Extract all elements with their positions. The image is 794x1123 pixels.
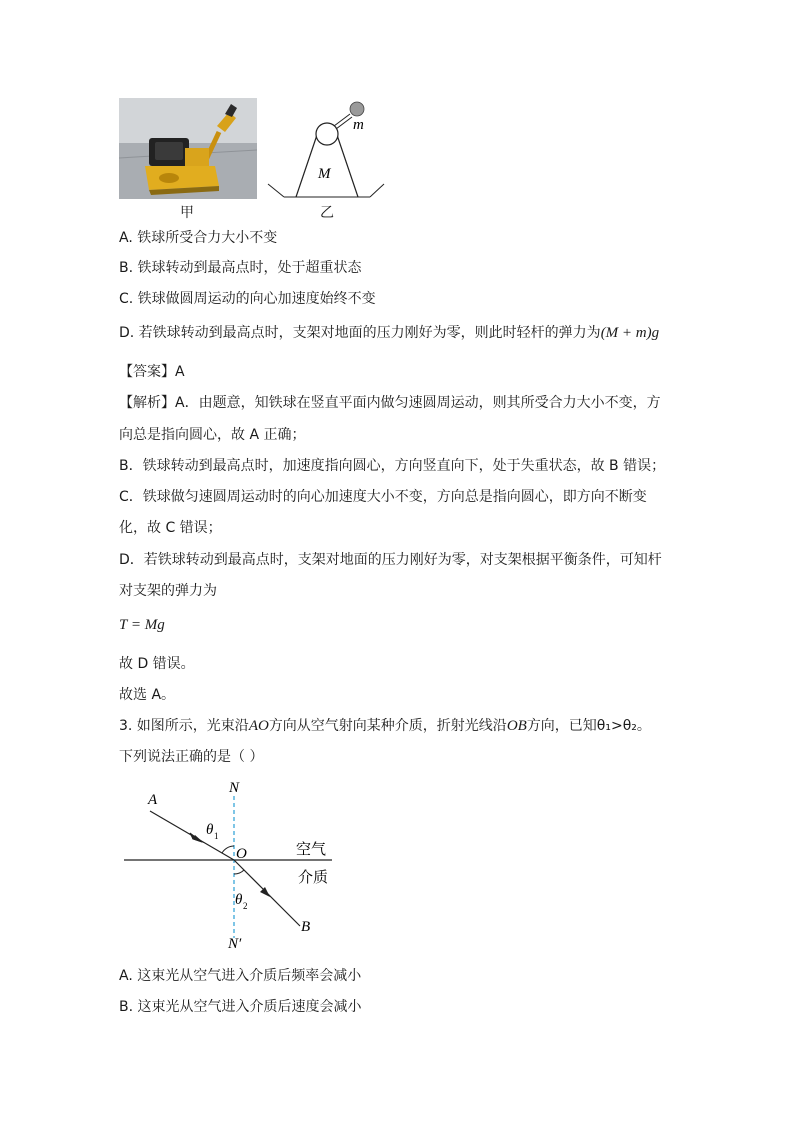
analysis-formula: T = Mg [119, 617, 165, 633]
q2-option-a: A. 铁球所受合力大小不变 [119, 230, 278, 246]
air-label: 空气 [296, 840, 327, 858]
label-M: M [318, 166, 331, 182]
q2-answer: 【答案】A [119, 364, 185, 380]
diagram-caption: 乙 [320, 205, 334, 221]
point-label-o: O [236, 846, 247, 862]
analysis-line-6: D．若铁球转动到最高点时，支架对地面的压力刚好为零，对支架根据平衡条件，可知杆 [119, 552, 662, 568]
q3-stem-post: 方向，已知θ₁>θ₂。 [526, 718, 651, 734]
analysis-line-4: C．铁球做匀速圆周运动时的向心加速度大小不变，方向总是指向圆心，即方向不断变 [119, 489, 647, 505]
ray-label-b: B [301, 919, 311, 935]
analysis-text-1: A．由题意，知铁球在竖直平面内做匀速圆周运动，则其所受合力大小不变，方 [175, 395, 661, 411]
analysis-line-8: 故 D 错误。 [119, 656, 195, 672]
q3-stem-pre: 3. 如图所示，光束沿 [119, 718, 249, 734]
q2-option-d [119, 323, 659, 343]
q2-option-c: C. 铁球做圆周运动的向心加速度始终不变 [119, 291, 376, 307]
label-m: m [353, 117, 364, 133]
q3-stem-mid: 方向从空气射向某种介质，折射光线沿 [268, 718, 507, 734]
angle-theta1-sub: 1 [214, 831, 219, 841]
compactor-photo [119, 98, 257, 199]
q3-stem-line-2: 下列说法正确的是（ ） [119, 749, 264, 765]
ray-label-a: A [148, 792, 158, 808]
analysis-line-2: 向总是指向圆心，故 A 正确； [119, 427, 306, 443]
angle-theta1: θ [206, 822, 214, 838]
medium-label: 介质 [298, 868, 329, 886]
q3-stem-ob: OB [506, 718, 527, 734]
compactor-illustration [119, 98, 257, 199]
refraction-diagram [118, 776, 348, 956]
q2-option-d-text: D. 若铁球转动到最高点时，支架对地面的压力刚好为零，则此时轻杆的弹力为 [119, 325, 601, 341]
q3-stem-ao: AO [248, 718, 269, 734]
angle-theta2-sub: 2 [243, 901, 248, 911]
analysis-line-9: 故选 A。 [119, 687, 176, 703]
analysis-line-3: B．铁球转动到最高点时，加速度指向圆心，方向竖直向下，处于失重状态，故 B 错误； [119, 458, 666, 474]
q3-stem-line-1 [119, 716, 651, 736]
normal-label-nprime: N′ [228, 936, 242, 952]
q3-option-a: A. 这束光从空气进入介质后频率会减小 [119, 968, 362, 984]
q2-option-d-formula: (M + m)g [600, 325, 660, 341]
normal-label-n: N [229, 780, 240, 796]
analysis-tag: 【解析】 [119, 395, 175, 411]
q2-option-b: B. 铁球转动到最高点时，处于超重状态 [119, 260, 362, 276]
angle-theta2: θ [235, 892, 243, 908]
analysis-line-1 [119, 393, 661, 413]
support-diagram [262, 96, 392, 202]
analysis-line-7: 对支架的弹力为 [119, 583, 217, 599]
q3-option-b: B. 这束光从空气进入介质后速度会减小 [119, 999, 362, 1015]
analysis-line-5: 化，故 C 错误； [119, 520, 222, 536]
photo-caption: 甲 [180, 205, 194, 221]
